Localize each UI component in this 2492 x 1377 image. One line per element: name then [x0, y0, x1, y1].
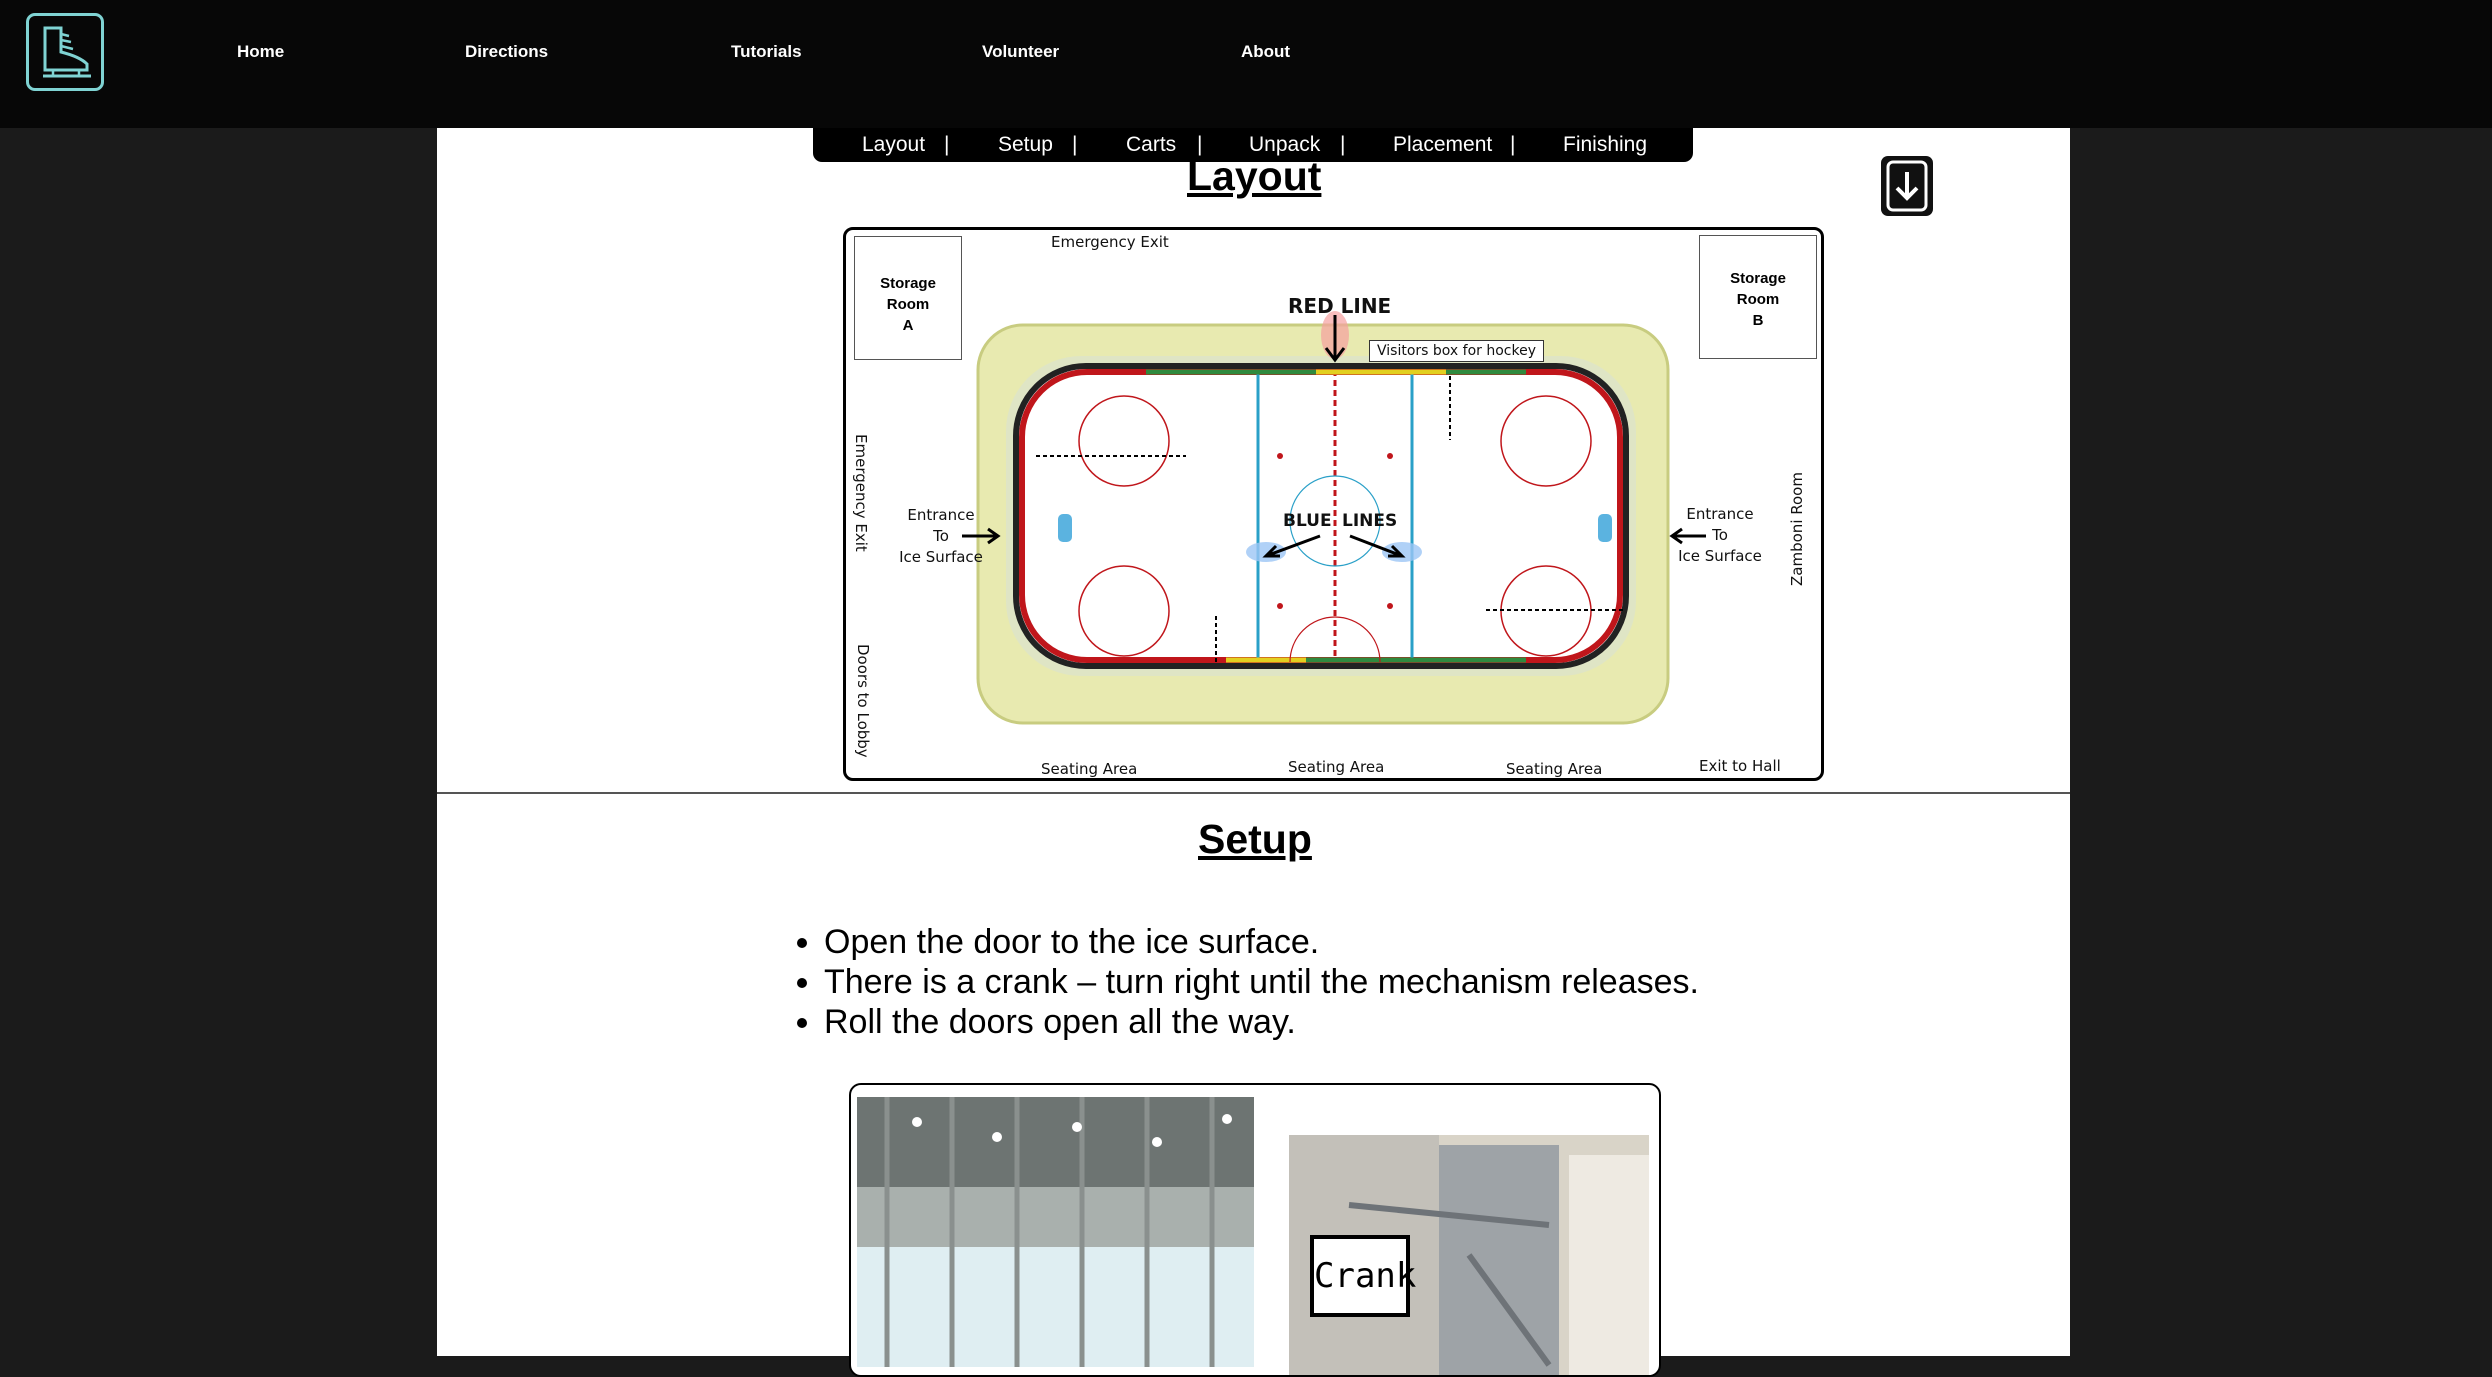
nav-directions-link[interactable]: Directions [465, 42, 549, 61]
subnav-setup-link[interactable]: Setup [998, 133, 1053, 156]
seating-area-label: Seating Area [1041, 760, 1138, 778]
subnav-finishing-link[interactable]: Finishing [1563, 133, 1648, 156]
entrance-right-line: Entrance [1686, 505, 1754, 523]
entrance-right-label [1675, 504, 1765, 567]
entrance-right-line: Ice Surface [1678, 547, 1762, 565]
subnav-separator: | [944, 133, 950, 156]
storage-b-line: Storage [1730, 270, 1786, 287]
entrance-left-line: Entrance [907, 506, 975, 524]
setup-step: • Open the door to the ice surface. [824, 922, 1699, 962]
subnav-separator: | [1197, 133, 1203, 156]
skate-logo-icon[interactable] [26, 13, 104, 91]
setup-step: • Roll the doors open all the way. [824, 1002, 1699, 1042]
subnav-separator: | [1340, 133, 1346, 156]
subnav-separator: | [1510, 133, 1516, 156]
seating-area-label: Seating Area [1288, 758, 1385, 776]
visitors-box-label: Visitors box for hockey [1369, 340, 1544, 362]
entrance-left-label [896, 505, 986, 568]
emergency-exit-side-label: Emergency Exit [852, 434, 870, 552]
rink-layout-map [843, 227, 1824, 781]
subnav-separator: | [1072, 133, 1078, 156]
rink-doors-photo [857, 1097, 1254, 1367]
nav-volunteer-link[interactable]: Volunteer [982, 42, 1060, 61]
subnav-layout-link[interactable]: Layout [862, 133, 926, 156]
nav-about-link[interactable]: About [1241, 42, 1291, 61]
entrance-right-line: To [1712, 526, 1728, 544]
setup-photos [849, 1083, 1661, 1377]
nav-home-link[interactable]: Home [237, 42, 285, 61]
setup-section-title: Setup [1198, 816, 1312, 862]
download-icon [1881, 156, 1933, 216]
red-line-label: RED LINE [1288, 294, 1392, 318]
storage-a-line: Storage [880, 275, 936, 292]
subnav-carts-link[interactable]: Carts [1126, 133, 1177, 156]
storage-b-line: Room [1736, 291, 1780, 308]
setup-step: • There is a crank – turn right until the mechanism releases. [824, 962, 1699, 1002]
section-divider [437, 792, 2070, 794]
blue-lines-label-right: LINES [1342, 511, 1398, 531]
blue-lines-label-left: BLUE [1283, 511, 1332, 531]
top-navigation-bar [0, 0, 2492, 128]
doors-to-lobby-label: Doors to Lobby [854, 644, 872, 758]
storage-b-line: B [1752, 312, 1764, 329]
nav-tutorials-link[interactable]: Tutorials [731, 42, 802, 61]
download-button[interactable] [1881, 156, 1933, 216]
subnav-unpack-link[interactable]: Unpack [1249, 133, 1321, 156]
exit-to-hall-label: Exit to Hall [1699, 757, 1781, 775]
storage-a-line: A [902, 317, 914, 334]
layout-section-title: Layout [1187, 153, 1322, 199]
zamboni-room-label: Zamboni Room [1788, 472, 1806, 586]
crank-callout-label: Crank [1310, 1235, 1410, 1317]
subnav-placement-link[interactable]: Placement [1393, 133, 1493, 156]
setup-steps-list [792, 922, 1699, 1042]
storage-a-line: Room [886, 296, 930, 313]
seating-area-label: Seating Area [1506, 760, 1603, 778]
emergency-exit-top-label: Emergency Exit [1051, 233, 1169, 251]
entrance-left-line: To [933, 527, 949, 545]
entrance-left-line: Ice Surface [899, 548, 983, 566]
